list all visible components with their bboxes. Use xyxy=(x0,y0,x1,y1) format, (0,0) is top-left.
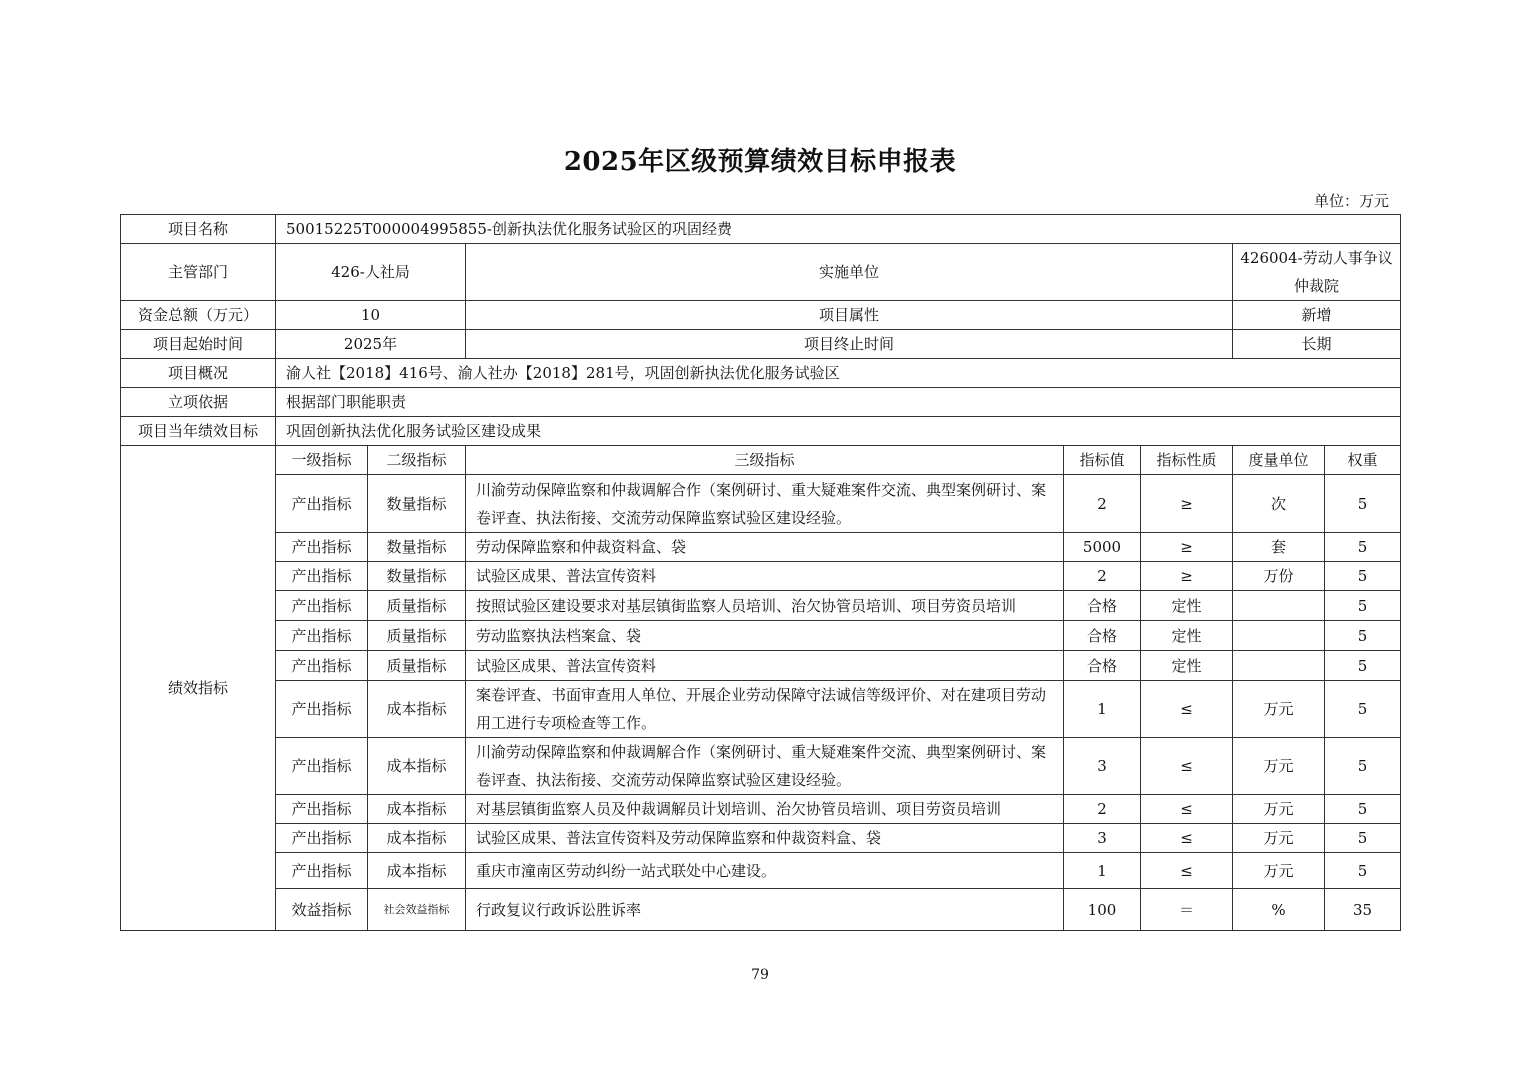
table-row xyxy=(121,853,1401,889)
unit-label: 单位：万元 xyxy=(1313,192,1389,210)
weight-cell: 5 xyxy=(1325,738,1401,795)
nature-cell: ≤ xyxy=(1141,795,1233,824)
nature-cell: ≥ xyxy=(1141,533,1233,562)
table-row xyxy=(121,562,1401,591)
basis-label: 立项依据 xyxy=(121,388,276,417)
page-number: 79 xyxy=(751,967,769,983)
page-title: 2025年区级预算绩效目标申报表 xyxy=(563,147,957,177)
unit-cell xyxy=(1233,591,1325,621)
value-cell: 5000 xyxy=(1064,533,1141,562)
nature-cell: 定性 xyxy=(1141,621,1233,651)
level2-cell: 质量指标 xyxy=(368,591,466,621)
unit-cell xyxy=(1233,621,1325,651)
row-time xyxy=(121,330,1401,359)
level1-cell: 产出指标 xyxy=(276,621,368,651)
level1-cell: 产出指标 xyxy=(276,562,368,591)
unit-cell: 万元 xyxy=(1233,853,1325,889)
dept-label: 主管部门 xyxy=(121,244,276,301)
value-cell: 2 xyxy=(1064,475,1141,533)
level2-cell: 社会效益指标 xyxy=(368,889,466,931)
weight-cell: 5 xyxy=(1325,681,1401,738)
level2-cell: 数量指标 xyxy=(368,562,466,591)
table-row xyxy=(121,533,1401,562)
level1-cell: 产出指标 xyxy=(276,475,368,533)
value-cell: 2 xyxy=(1064,562,1141,591)
level2-cell: 质量指标 xyxy=(368,621,466,651)
nature-cell: 定性 xyxy=(1141,591,1233,621)
level3-cell: 川渝劳动保障监察和仲裁调解合作（案例研讨、重大疑难案件交流、典型案例研讨、案卷评查、执法衔接、交流劳动保障监察试验区建设经验。 xyxy=(466,738,1064,795)
unit-cell: 套 xyxy=(1233,533,1325,562)
goal-value: 巩固创新执法优化服务试验区建设成果 xyxy=(276,417,1401,446)
header-cell: 指标值 xyxy=(1064,446,1141,475)
header-cell: 权重 xyxy=(1325,446,1401,475)
level1-cell: 产出指标 xyxy=(276,795,368,824)
goal-label: 项目当年绩效目标 xyxy=(121,417,276,446)
impl-value: 426004-劳动人事争议仲裁院 xyxy=(1233,244,1401,301)
value-cell: 100 xyxy=(1064,889,1141,931)
level1-cell: 产出指标 xyxy=(276,533,368,562)
level1-cell: 产出指标 xyxy=(276,651,368,681)
row-basis xyxy=(121,388,1401,417)
level3-cell: 劳动保障监察和仲裁资料盒、袋 xyxy=(466,533,1064,562)
level1-cell: 产出指标 xyxy=(276,681,368,738)
table-row xyxy=(121,824,1401,853)
level1-cell: 产出指标 xyxy=(276,853,368,889)
fund-value: 10 xyxy=(276,301,466,330)
level3-cell: 川渝劳动保障监察和仲裁调解合作（案例研讨、重大疑难案件交流、典型案例研讨、案卷评查、执法衔接、交流劳动保障监察试验区建设经验。 xyxy=(466,475,1064,533)
nature-cell: ≤ xyxy=(1141,681,1233,738)
level2-cell: 质量指标 xyxy=(368,651,466,681)
header-cell: 三级指标 xyxy=(466,446,1064,475)
indicator-header-row xyxy=(121,446,1401,475)
level2-cell: 数量指标 xyxy=(368,533,466,562)
nature-cell: ≤ xyxy=(1141,824,1233,853)
level3-cell: 试验区成果、普法宣传资料 xyxy=(466,651,1064,681)
level1-cell: 产出指标 xyxy=(276,824,368,853)
unit-cell: 万元 xyxy=(1233,738,1325,795)
project-name-value: 50015225T000004995855-创新执法优化服务试验区的巩固经费 xyxy=(276,215,1401,244)
level3-cell: 按照试验区建设要求对基层镇街监察人员培训、治欠协管员培训、项目劳资员培训 xyxy=(466,591,1064,621)
start-label: 项目起始时间 xyxy=(121,330,276,359)
table-row xyxy=(121,738,1401,795)
weight-cell: 5 xyxy=(1325,562,1401,591)
start-value: 2025年 xyxy=(276,330,466,359)
fund-label: 资金总额（万元） xyxy=(121,301,276,330)
impl-label: 实施单位 xyxy=(466,244,1233,301)
nature-cell: ＝ xyxy=(1141,889,1233,931)
unit-cell xyxy=(1233,651,1325,681)
nature-cell: ≤ xyxy=(1141,853,1233,889)
level3-cell: 行政复议行政诉讼胜诉率 xyxy=(466,889,1064,931)
end-value: 长期 xyxy=(1233,330,1401,359)
attr-value: 新增 xyxy=(1233,301,1401,330)
value-cell: 1 xyxy=(1064,681,1141,738)
level3-cell: 对基层镇街监察人员及仲裁调解员计划培训、治欠协管员培训、项目劳资员培训 xyxy=(466,795,1064,824)
nature-cell: ≥ xyxy=(1141,475,1233,533)
value-cell: 3 xyxy=(1064,824,1141,853)
weight-cell: 5 xyxy=(1325,853,1401,889)
table-row xyxy=(121,651,1401,681)
weight-cell: 5 xyxy=(1325,621,1401,651)
end-label: 项目终止时间 xyxy=(466,330,1233,359)
overview-label: 项目概况 xyxy=(121,359,276,388)
unit-cell: 次 xyxy=(1233,475,1325,533)
weight-cell: 5 xyxy=(1325,795,1401,824)
level2-cell: 成本指标 xyxy=(368,738,466,795)
weight-cell: 5 xyxy=(1325,824,1401,853)
unit-cell: 万份 xyxy=(1233,562,1325,591)
value-cell: 3 xyxy=(1064,738,1141,795)
weight-cell: 5 xyxy=(1325,591,1401,621)
level1-cell: 产出指标 xyxy=(276,591,368,621)
level3-cell: 案卷评查、书面审查用人单位、开展企业劳动保障守法诚信等级评价、对在建项目劳动用工进行专项检查等工作。 xyxy=(466,681,1064,738)
table-row xyxy=(121,475,1401,533)
level3-cell: 试验区成果、普法宣传资料 xyxy=(466,562,1064,591)
level1-cell: 效益指标 xyxy=(276,889,368,931)
unit-cell: 万元 xyxy=(1233,681,1325,738)
table-row xyxy=(121,591,1401,621)
nature-cell: ≤ xyxy=(1141,738,1233,795)
attr-label: 项目属性 xyxy=(466,301,1233,330)
nature-cell: ≥ xyxy=(1141,562,1233,591)
performance-target-table xyxy=(120,214,1401,931)
unit-cell: 万元 xyxy=(1233,824,1325,853)
basis-value: 根据部门职能职责 xyxy=(276,388,1401,417)
value-cell: 合格 xyxy=(1064,621,1141,651)
row-goal xyxy=(121,417,1401,446)
header-cell: 指标性质 xyxy=(1141,446,1233,475)
table-row xyxy=(121,795,1401,824)
value-cell: 1 xyxy=(1064,853,1141,889)
table-row xyxy=(121,889,1401,931)
table-row xyxy=(121,621,1401,651)
overview-value: 渝人社【2018】416号、渝人社办【2018】281号，巩固创新执法优化服务试验区 xyxy=(276,359,1401,388)
level1-cell: 产出指标 xyxy=(276,738,368,795)
unit-cell: 万元 xyxy=(1233,795,1325,824)
level2-cell: 数量指标 xyxy=(368,475,466,533)
header-cell: 二级指标 xyxy=(368,446,466,475)
row-fund xyxy=(121,301,1401,330)
row-project-name xyxy=(121,215,1401,244)
value-cell: 2 xyxy=(1064,795,1141,824)
level2-cell: 成本指标 xyxy=(368,795,466,824)
dept-value: 426-人社局 xyxy=(276,244,466,301)
value-cell: 合格 xyxy=(1064,591,1141,621)
unit-cell: % xyxy=(1233,889,1325,931)
level2-cell: 成本指标 xyxy=(368,853,466,889)
header-cell: 度量单位 xyxy=(1233,446,1325,475)
nature-cell: 定性 xyxy=(1141,651,1233,681)
value-cell: 合格 xyxy=(1064,651,1141,681)
weight-cell: 5 xyxy=(1325,651,1401,681)
level3-cell: 重庆市潼南区劳动纠纷一站式联处中心建设。 xyxy=(466,853,1064,889)
row-department xyxy=(121,244,1401,301)
table-row xyxy=(121,681,1401,738)
level3-cell: 试验区成果、普法宣传资料及劳动保障监察和仲裁资料盒、袋 xyxy=(466,824,1064,853)
level2-cell: 成本指标 xyxy=(368,824,466,853)
header-cell: 一级指标 xyxy=(276,446,368,475)
level2-cell: 成本指标 xyxy=(368,681,466,738)
indicators-section-label: 绩效指标 xyxy=(121,446,276,931)
weight-cell: 5 xyxy=(1325,533,1401,562)
project-name-label: 项目名称 xyxy=(121,215,276,244)
weight-cell: 5 xyxy=(1325,475,1401,533)
row-overview xyxy=(121,359,1401,388)
level3-cell: 劳动监察执法档案盒、袋 xyxy=(466,621,1064,651)
weight-cell: 35 xyxy=(1325,889,1401,931)
